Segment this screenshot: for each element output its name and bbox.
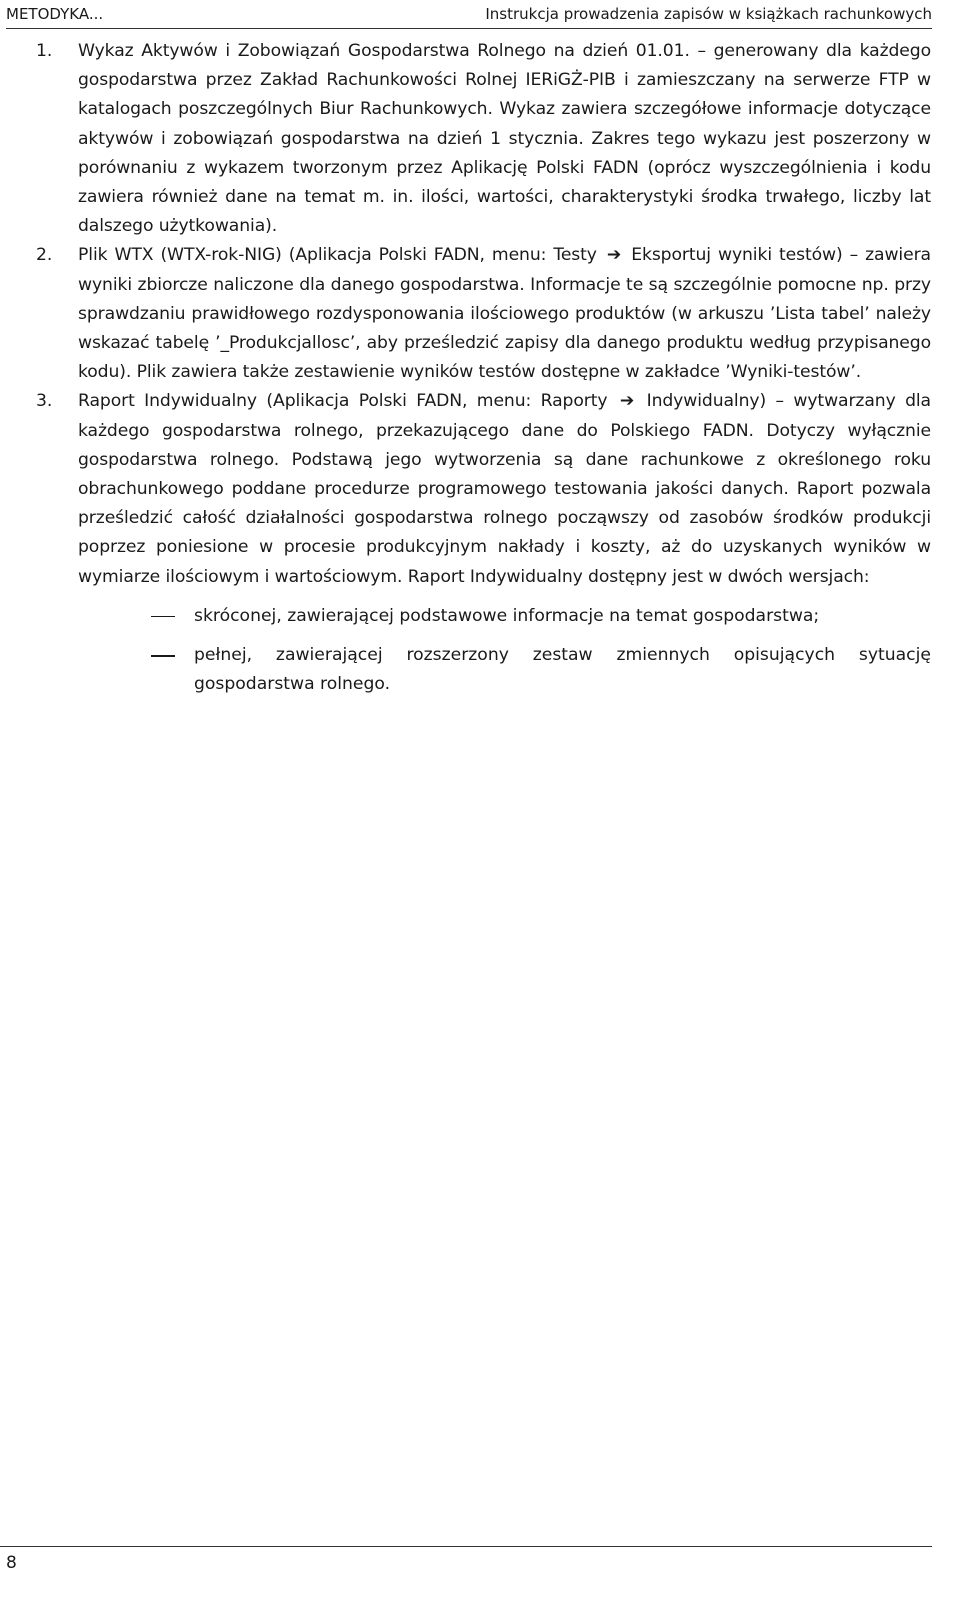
list-item-number: 2. [36,245,53,266]
list-item-text-end: Indywidualny) – wytwarzany dla każdego gospodarstwa rolnego, przekazującego dane do Polskiego FADN. Dotyczy wyłącznie gospodarstwa rolnego. Podstawą jego wytworzenia są dane rachunkowe z określonego roku obrachunkowego poddane procedurze programowego testowania jakości danych. Raport pozwala prześledzić całość działalności gospodarstwa rolnego począwszy od zasobów środków produkcji poprzez poniesione w procesie produkcyjnym nakłady i koszty, aż do uzyskanych wyników w wymiarze ilościowym i wartościowym. Raport Indywidualny dostępny jest w dwóch wersjach: [78,391,931,587]
arrow-right-icon: ➔ [606,245,622,266]
list-item-text [78,387,931,591]
header-section-title: Instrukcja prowadzenia zapisów w książkach rachunkowych [485,5,932,23]
list-item-2 [36,241,931,387]
list-item-text-start: Raport Indywidualny (Aplikacja Polski FADN, menu: Raporty [78,391,608,412]
page-footer [0,1546,932,1587]
arrow-right-icon: ➔ [619,391,635,412]
list-item-text: Wykaz Aktywów i Zobowiązań Gospodarstwa Rolnego na dzień 01.01. – generowany dla każdego gospodarstwa przez Zakład Rachunkowości Rolnej IERiGŻ-PIB i zamieszczany na serwerze FTP w katalogach poszczególnych Biur Rachunkowych. Wykaz zawiera szczegółowe informacje dotyczące aktywów i zobowiązań gospodarstwa na dzień 1 stycznia. Zakres tego wykazu jest poszerzony w porównaniu z wykazem tworzonym przez Aplikację Polski FADN (oprócz wyszczególnienia i kodu zawiera również dane na temat m. in. ilości, wartości, charakterystyki środka trwałego, liczby lat dalszego użytkowania). [78,41,931,237]
page-content [36,37,931,709]
list-item-text [78,241,931,387]
list-item-3 [36,387,931,591]
version-text: skróconej, zawierającej podstawowe informacje na temat gospodarstwa; [194,605,820,626]
versions-list [36,602,931,700]
page-header [6,2,932,29]
version-item-full [36,641,931,699]
list-item-1 [36,37,931,241]
version-text: pełnej, zawierającej rozszerzony zestaw zmiennych opisujących sytuację gospodarstwa rolnego. [194,645,931,695]
list-item-number: 1. [36,41,53,61]
dash-bullet-icon [151,616,175,618]
page-number: 8 [6,1553,17,1573]
list-item-number: 3. [36,391,53,412]
list-item-text-end: Eksportuj wyniki testów) – zawiera wyniki zbiorcze naliczone dla danego gospodarstwa. Informacje te są szczególnie pomocne np. przy sprawdzaniu prawidłowego rozdysponowania ilościowego produktów (w arkuszu ’Lista tabel’ należy wskazać tabelę ’_Produkcjallosc’, aby prześledzić zapisy dla danego produktu według przypisanego kodu). Plik zawiera także zestawienie wyników testów dostępne w zakładce ’Wyniki-testów’. [78,245,931,383]
header-document-title: METODYKA... [6,5,104,23]
version-item-short [36,602,931,631]
dash-bullet-icon [151,655,175,657]
list-item-text-start: Plik WTX (WTX-rok-NIG) (Aplikacja Polski FADN, menu: Testy [78,245,597,266]
